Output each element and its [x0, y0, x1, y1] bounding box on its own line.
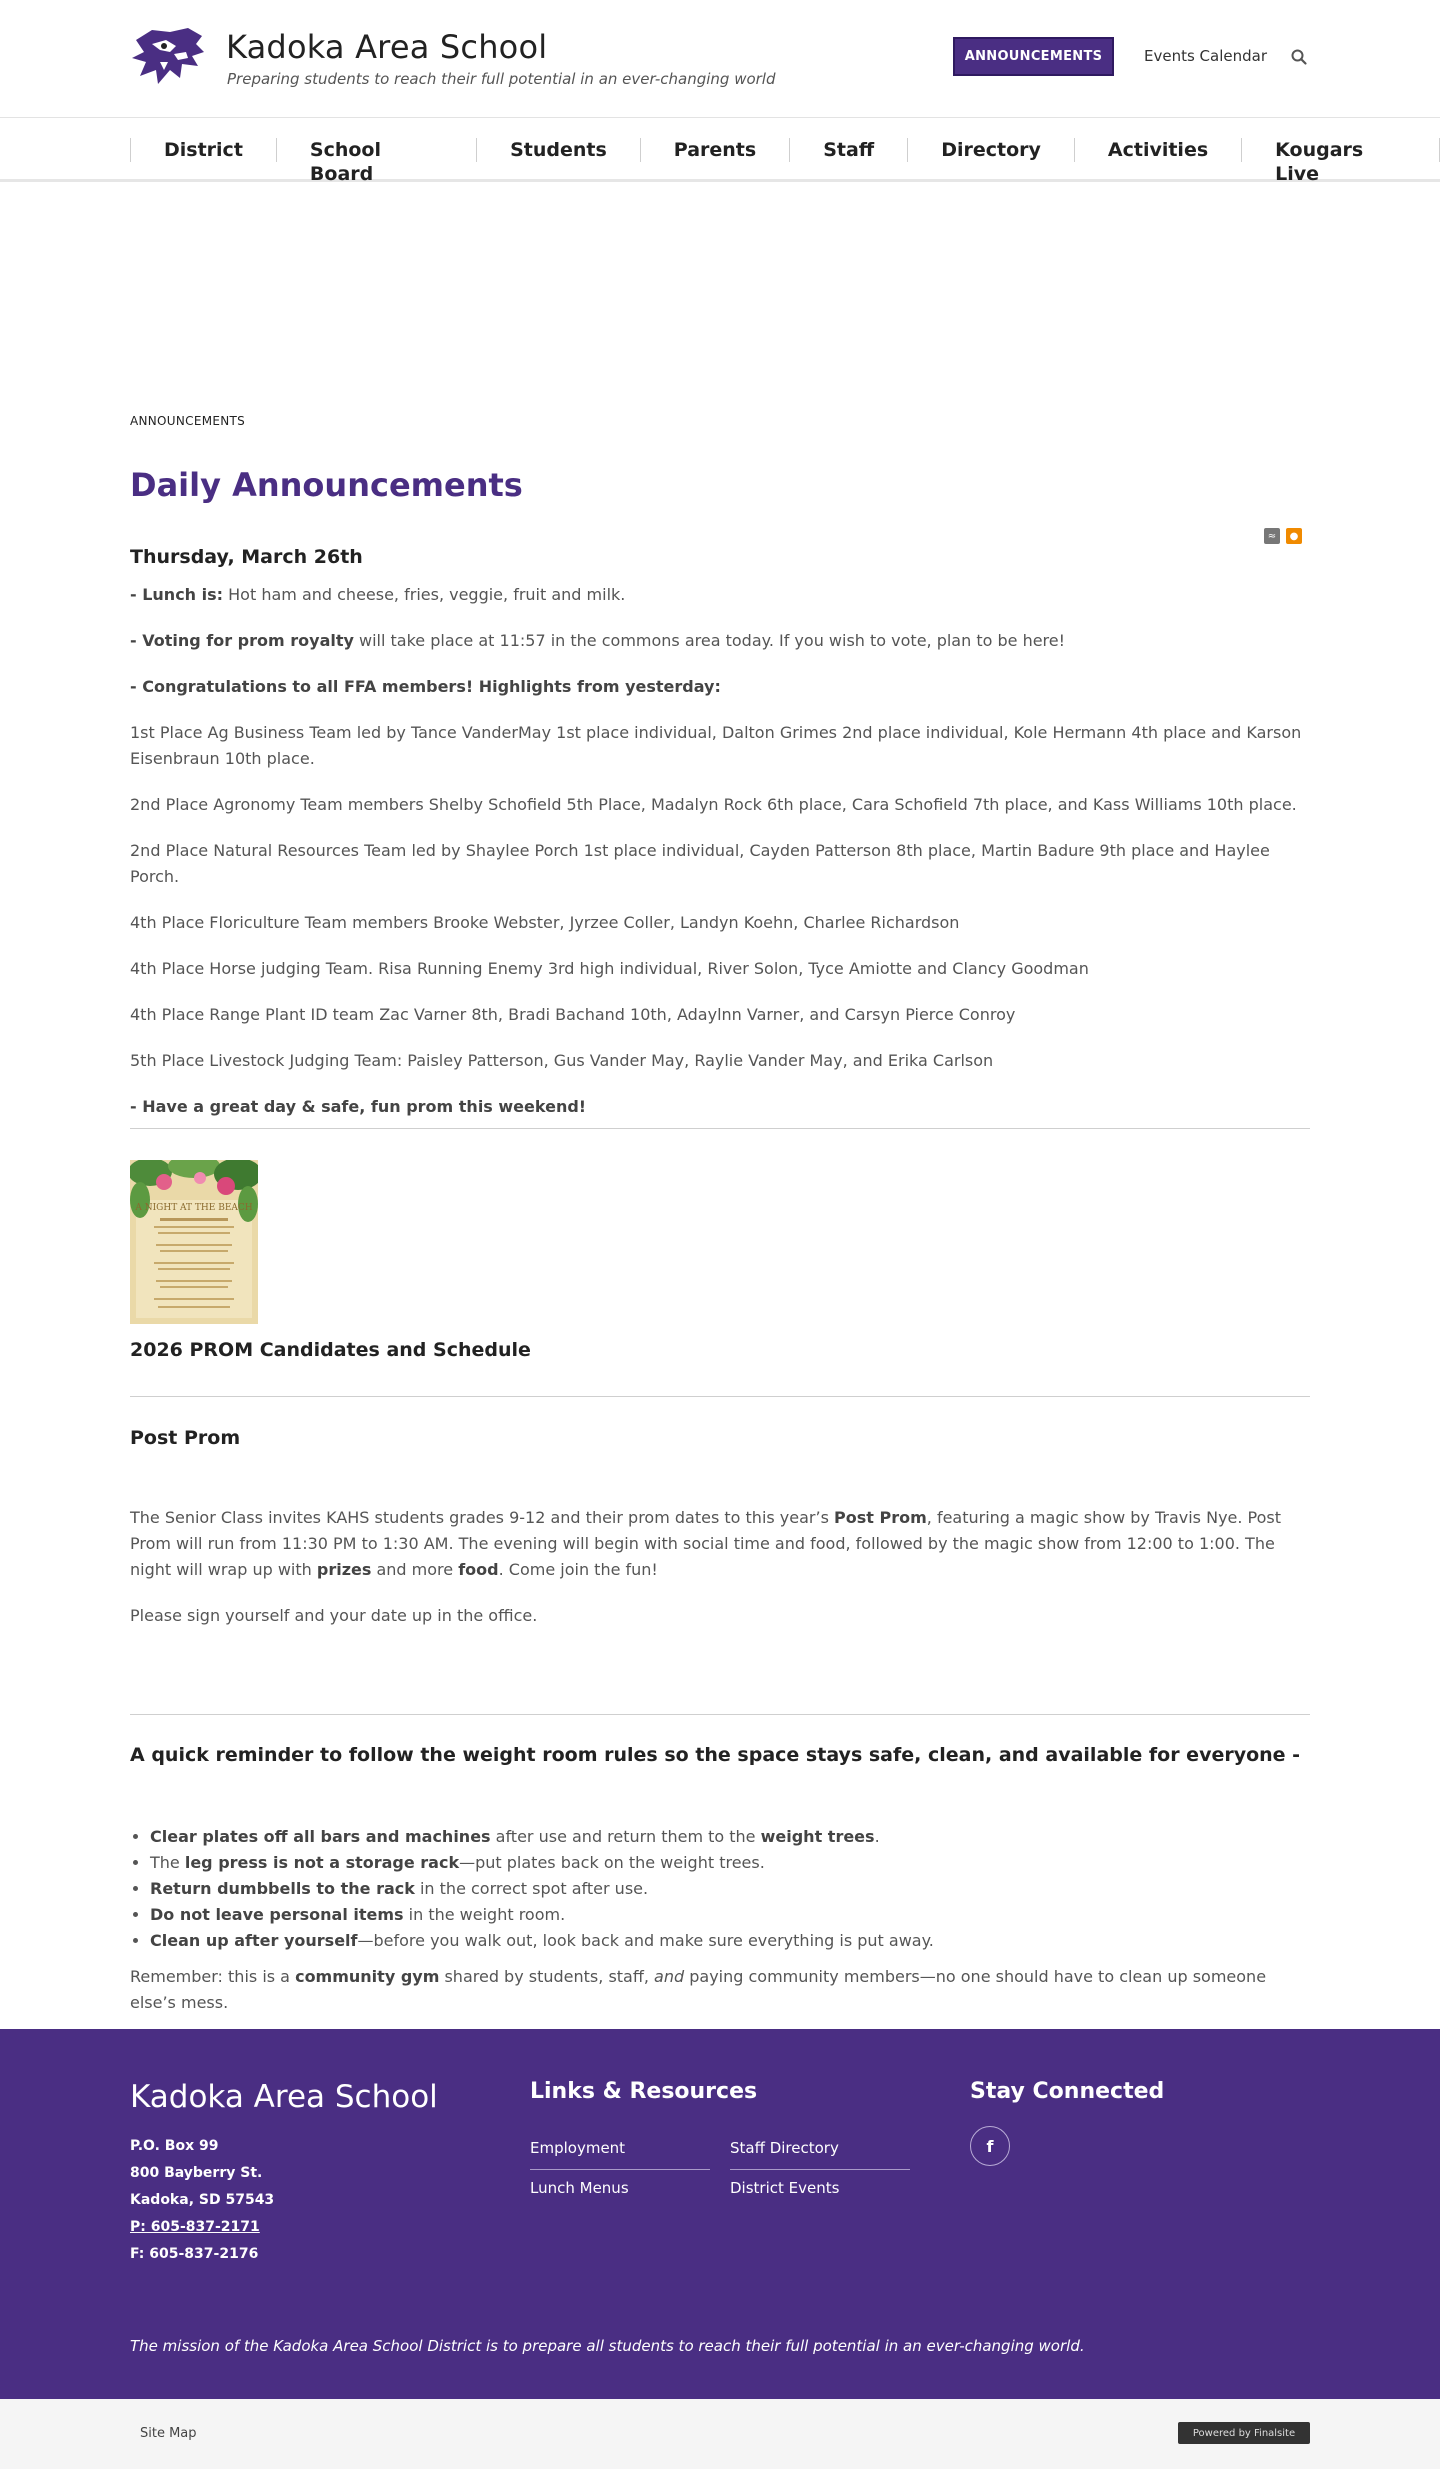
site-header: [0, 0, 1440, 118]
school-name[interactable]: Kadoka Area School: [226, 28, 548, 66]
nav-item-students[interactable]: Students: [476, 138, 640, 162]
ffa-item: 4th Place Horse judging Team. Risa Running Enemy 3rd high individual, River Solon, Tyce Amiotte and Clancy Goodman: [130, 959, 1089, 978]
lunch-line: [130, 582, 1310, 608]
ffa-heading: - Congratulations to all FFA members! Highlights from yesterday:: [130, 677, 721, 696]
footer-address: [130, 2133, 274, 2268]
rule-item: • Return dumbbells to the rack in the correct spot after use.: [150, 1876, 1310, 1902]
footer-link-district-events[interactable]: District Events: [730, 2179, 840, 2197]
post-prom-signup: Please sign yourself and your date up in the office.: [130, 1606, 538, 1625]
post-divider: [130, 1396, 1310, 1397]
lunch-label: - Lunch is:: [130, 585, 224, 604]
footer-link-employment[interactable]: Employment: [530, 2139, 710, 2170]
post-divider: [130, 1128, 1310, 1129]
lunch-text: Hot ham and cheese, fries, veggie, fruit and milk.: [228, 585, 626, 604]
post-prom-heading: Post Prom: [130, 1427, 241, 1449]
ffa-item: 2nd Place Natural Resources Team led by Shaylee Porch 1st place individual, Cayden Patterson 8th place, Martin Badure 9th place and Haylee Porch.: [130, 841, 1270, 886]
nav-item-kougars-live[interactable]: Kougars Live: [1241, 138, 1440, 162]
footer-links-title: Links & Resources: [530, 2079, 758, 2104]
footer-fax: F: 605-837-2176: [130, 2246, 259, 2262]
events-calendar-link[interactable]: Events Calendar: [1144, 47, 1268, 65]
footer-po-box: P.O. Box 99: [130, 2138, 219, 2154]
nav-item-district[interactable]: District: [130, 138, 276, 162]
rule-item: • Clean up after yourself—before you walk out, look back and make sure everything is put away.: [150, 1928, 1310, 1954]
footer-stay-connected-title: Stay Connected: [970, 2079, 1165, 2104]
footer-school-name: Kadoka Area School: [130, 2079, 438, 2115]
footer-link-staff-directory[interactable]: Staff Directory: [730, 2139, 910, 2170]
footer-mission: The mission of the Kadoka Area School District is to prepare all students to reach their full potential in an ever-changing world.: [130, 2337, 1085, 2355]
remember-paragraph: Remember: this is a community gym shared by students, staff, and paying community members—no one should have to clean up someone else’s mess.: [130, 1967, 1267, 2012]
bottom-bar: [0, 2399, 1440, 2469]
announcement-post: [130, 546, 1310, 1140]
site-map-link[interactable]: Site Map: [140, 2426, 197, 2441]
facebook-icon[interactable]: f: [970, 2126, 1010, 2166]
post-prom-paragraph: The Senior Class invites KAHS students grades 9-12 and their prom dates to this year’s Post Prom, featuring a magic show by Travis Nye. Post Prom will run from 11:30 PM to 1:30 AM. The evening will begin with social time and food, followed by the magic show from 12:00 to 1:00. The night will wrap up with prizes and more food. Come join the fun!: [130, 1508, 1282, 1579]
ffa-item: 4th Place Floriculture Team members Brooke Webster, Jyrzee Coller, Landyn Koehn, Charlee Richardson: [130, 913, 960, 932]
post-divider: [130, 1714, 1310, 1715]
nav-item-directory[interactable]: Directory: [907, 138, 1074, 162]
ffa-item: 2nd Place Agronomy Team members Shelby Schofield 5th Place, Madalyn Rock 6th place, Cara Schofield 7th place, and Kass Williams 10th place.: [130, 795, 1297, 814]
rule-item: • The leg press is not a storage rack—put plates back on the weight trees.: [150, 1850, 1310, 1876]
rule-item: • Do not leave personal items in the weight room.: [150, 1902, 1310, 1928]
weight-room-heading: A quick reminder to follow the weight room rules so the space stays safe, clean, and available for everyone -: [130, 1744, 1301, 1766]
ffa-item: 4th Place Range Plant ID team Zac Varner 8th, Bradi Bachand 10th, Adaylnn Varner, and Carsyn Pierce Conroy: [130, 1005, 1016, 1024]
page-title: Daily Announcements: [130, 466, 523, 504]
post-prom-post: [130, 1427, 1310, 1649]
weight-room-rules: [150, 1824, 1310, 1954]
flyer-title: A NIGHT AT THE BEACH: [135, 1203, 253, 1213]
nav-item-staff[interactable]: Staff: [789, 138, 907, 162]
ffa-item: 1st Place Ag Business Team led by Tance VanderMay 1st place individual, Dalton Grimes 2nd place individual, Kole Hermann 4th place and Karson Eisenbraun 10th place.: [130, 723, 1302, 768]
site-footer: [0, 2029, 1440, 2399]
ffa-item: 5th Place Livestock Judging Team: Paisley Patterson, Gus Vander May, Raylie Vander May, and Erika Carlson: [130, 1051, 994, 1070]
prom-title-link[interactable]: 2026 PROM Candidates and Schedule: [130, 1339, 531, 1361]
school-tagline: Preparing students to reach their full potential in an ever-changing world: [227, 70, 776, 88]
nav-item-activities[interactable]: Activities: [1074, 138, 1241, 162]
nav-item-school-board[interactable]: School Board: [276, 138, 476, 162]
announcements-button[interactable]: ANNOUNCEMENTS: [953, 37, 1114, 76]
voting-line: [130, 628, 1310, 654]
announcement-date-heading: Thursday, March 26th: [130, 546, 363, 568]
powered-by-finalsite-badge[interactable]: Powered by Finalsite: [1178, 2422, 1310, 2444]
breadcrumb[interactable]: ANNOUNCEMENTS: [130, 414, 246, 428]
voting-label: - Voting for prom royalty: [130, 631, 354, 650]
search-icon[interactable]: [1290, 48, 1310, 68]
footer-street: 800 Bayberry St.: [130, 2165, 263, 2181]
rule-item: • Clear plates off all bars and machines after use and return them to the weight trees.: [150, 1824, 1310, 1850]
nav-item-parents[interactable]: Parents: [640, 138, 789, 162]
rss-icon[interactable]: ≈: [1264, 528, 1280, 544]
voting-text: will take place at 11:57 in the commons area today. If you wish to vote, plan to be here!: [359, 631, 1066, 650]
footer-link-lunch-menus[interactable]: Lunch Menus: [530, 2179, 629, 2197]
prom-flyer-image[interactable]: [130, 1160, 258, 1324]
footer-city: Kadoka, SD 57543: [130, 2192, 275, 2208]
main-nav: [0, 118, 1440, 185]
closing-line: - Have a great day & safe, fun prom this weekend!: [130, 1097, 587, 1116]
feed-icons: [1264, 528, 1302, 544]
main-nav-list: [130, 118, 1440, 185]
kougar-logo[interactable]: [130, 26, 208, 90]
notification-bell-icon[interactable]: ●: [1286, 528, 1302, 544]
footer-phone-link[interactable]: P: 605-837-2171: [130, 2219, 260, 2235]
